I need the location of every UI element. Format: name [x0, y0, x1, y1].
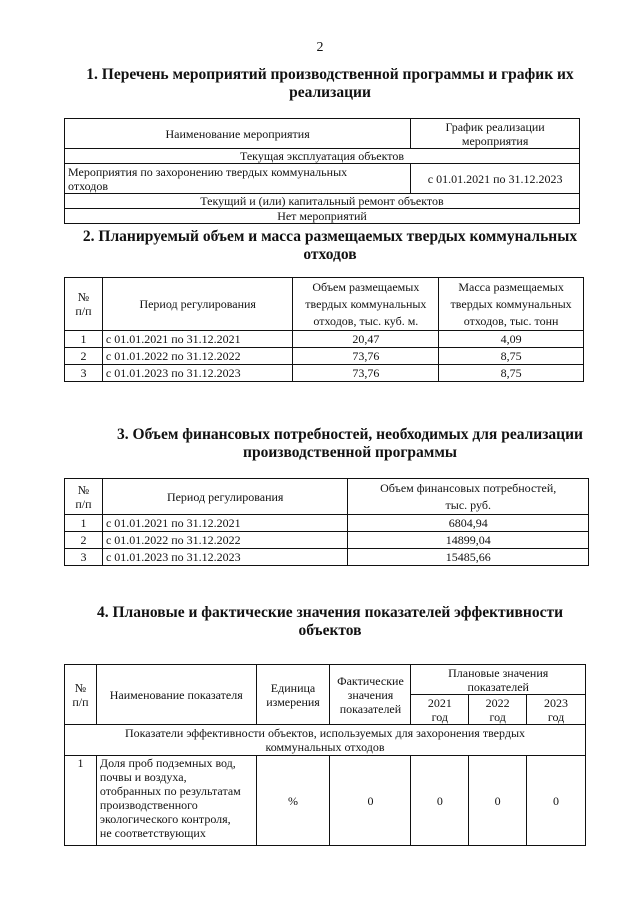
header-num — [65, 278, 103, 331]
header-unit-line1: Единица — [270, 680, 316, 695]
header-volume-line3: отходов, тыс. куб. м. — [313, 313, 419, 328]
header-num-line2: п/п — [72, 694, 89, 709]
indicator-name-line: не соответствующих — [99, 826, 206, 840]
indicator-group-line1: Показатели эффективности объектов, используемых для захоронения твердых — [124, 726, 526, 740]
row-plan-2021: 0 — [411, 756, 469, 846]
section-4-title-line1: 4. Плановые и фактические значения показателей эффективности — [96, 604, 564, 621]
row-actual: 0 — [330, 756, 411, 846]
table-row — [65, 348, 584, 365]
row-period: с 01.01.2021 по 31.12.2021 — [102, 331, 293, 348]
year-value: 2022 — [485, 695, 510, 710]
row-current-operation: Текущая эксплуатация объектов — [65, 149, 580, 164]
section-1-title-line1: 1. Перечень мероприятий производственной программы и график их — [86, 66, 574, 83]
header-actual-line3: показателей — [339, 701, 402, 716]
header-mass-line1: Масса размещаемых — [458, 279, 564, 294]
section-2-title — [40, 228, 620, 264]
header-schedule — [411, 119, 580, 149]
header-schedule-line2: мероприятия — [461, 133, 529, 148]
indicator-name-line: отобранных по результатам — [99, 784, 241, 798]
indicator-name-line: почвы и воздуха, — [99, 770, 187, 784]
header-planned-line1: Плановые значения — [448, 665, 549, 680]
row-num: 3 — [65, 549, 103, 566]
section-2-title-line1: 2. Планируемый объем и масса размещаемых твердых коммунальных — [82, 228, 578, 245]
row-no-activities: Нет мероприятий — [65, 209, 580, 224]
section-3-title-line2: производственной программы — [243, 444, 457, 461]
row-period: с 01.01.2022 по 31.12.2022 — [102, 532, 348, 549]
year-suffix: год — [431, 709, 449, 724]
header-year-2021 — [411, 695, 469, 725]
header-volume — [293, 278, 439, 331]
row-financial: 15485,66 — [348, 549, 589, 566]
page-number: 2 — [316, 40, 324, 55]
activities-table — [64, 118, 580, 224]
section-3-title — [60, 426, 640, 462]
year-suffix: год — [489, 709, 506, 724]
header-actual-line1: Фактические — [337, 673, 404, 688]
indicator-group-row — [65, 725, 586, 756]
row-num: 3 — [65, 365, 103, 382]
row-financial: 6804,94 — [348, 515, 589, 532]
row-mass: 8,75 — [439, 365, 584, 382]
header-schedule-line1: График реализации — [445, 119, 545, 134]
activity-line1: Мероприятия по захоронению твердых коммунальных — [68, 164, 348, 179]
header-financial-line2: тыс. руб. — [445, 497, 491, 512]
header-activity-name: Наименование мероприятия — [65, 119, 411, 149]
row-num: 2 — [65, 532, 103, 549]
table-row — [65, 756, 586, 846]
header-num-line2: п/п — [75, 304, 92, 318]
row-num: 1 — [65, 331, 103, 348]
row-volume: 73,76 — [293, 348, 439, 365]
table-row — [65, 515, 589, 532]
row-period: с 01.01.2023 по 31.12.2023 — [102, 365, 293, 382]
header-volume-line1: Объем размещаемых — [312, 279, 420, 294]
header-actual-line2: значения — [347, 687, 394, 702]
year-value: 2023 — [544, 695, 569, 710]
year-suffix: год — [547, 709, 565, 724]
header-actual — [330, 665, 411, 725]
header-mass-line2: твердых коммунальных — [450, 296, 572, 311]
section-4-title-line2: объектов — [298, 622, 362, 639]
indicator-name-line: экологического контроля, — [99, 812, 231, 826]
header-num — [65, 479, 103, 515]
row-plan-2022: 0 — [469, 756, 527, 846]
header-year-2022 — [469, 695, 527, 725]
indicator-name-line: Доля проб подземных вод, — [99, 756, 236, 770]
section-1-title — [40, 66, 620, 102]
row-num: 1 — [65, 515, 103, 532]
header-year-2023 — [527, 695, 586, 725]
indicator-group-line2: коммунальных отходов — [265, 740, 385, 754]
row-period: с 01.01.2022 по 31.12.2022 — [102, 348, 293, 365]
section-3-title-line1: 3. Объем финансовых потребностей, необходимых для реализации — [117, 426, 583, 443]
activity-line2: отходов — [68, 178, 109, 193]
table-row — [65, 365, 584, 382]
row-plan-2023: 0 — [527, 756, 586, 846]
waste-volume-table — [64, 277, 584, 382]
section-4-title — [40, 604, 620, 640]
header-unit — [256, 665, 330, 725]
year-value: 2021 — [427, 695, 452, 710]
row-unit: % — [256, 756, 330, 846]
performance-indicators-table — [64, 664, 586, 846]
header-volume-line2: твердых коммунальных — [305, 296, 427, 311]
header-num-line2: п/п — [75, 496, 92, 511]
row-indicator-name — [96, 756, 256, 846]
header-planned — [411, 665, 586, 695]
row-period: с 01.01.2023 по 31.12.2023 — [102, 549, 348, 566]
header-mass — [439, 278, 584, 331]
row-num: 2 — [65, 348, 103, 365]
indicator-name-line: производственного — [99, 798, 198, 812]
header-num-line1: № — [77, 290, 90, 304]
table-row — [65, 549, 589, 566]
table-row — [65, 331, 584, 348]
header-num — [65, 665, 97, 725]
row-mass: 8,75 — [439, 348, 584, 365]
section-1-title-line2: реализации — [289, 84, 371, 101]
activity-period-cell: с 01.01.2021 по 31.12.2023 — [411, 164, 580, 194]
row-num: 1 — [65, 756, 97, 846]
header-period: Период регулирования — [102, 479, 348, 515]
financial-needs-table — [64, 478, 589, 566]
header-unit-line2: измерения — [266, 694, 320, 709]
row-volume: 20,47 — [293, 331, 439, 348]
header-num-line1: № — [74, 680, 87, 695]
row-mass: 4,09 — [439, 331, 584, 348]
row-financial: 14899,04 — [348, 532, 589, 549]
header-period: Период регулирования — [102, 278, 293, 331]
header-mass-line3: отходов, тыс. тонн — [463, 313, 559, 328]
table-row — [65, 532, 589, 549]
row-period: с 01.01.2021 по 31.12.2021 — [102, 515, 348, 532]
activity-name-cell — [65, 164, 411, 194]
section-2-title-line2: отходов — [303, 246, 357, 263]
header-financial — [348, 479, 589, 515]
header-num-line1: № — [77, 482, 90, 497]
row-volume: 73,76 — [293, 365, 439, 382]
header-financial-line1: Объем финансовых потребностей, — [380, 480, 557, 495]
header-indicator-name: Наименование показателя — [96, 665, 256, 725]
header-planned-line2: показателей — [467, 679, 529, 694]
row-repair: Текущий и (или) капитальный ремонт объектов — [65, 194, 580, 209]
